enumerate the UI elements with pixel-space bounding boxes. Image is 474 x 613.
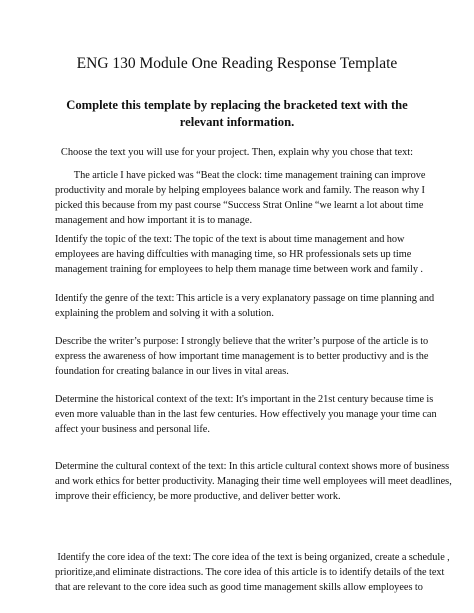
paragraph-line: Describe the writer’s purpose: I strongly believe that the writer’s purpose of the article is to [55,336,429,347]
paragraph-line: management and how important it is to manage. [55,215,253,226]
instructions-subtitle: Complete this template by replacing the bracketed text with the relevant information. [66,98,408,129]
paragraph-line: The article I have picked was “Beat the clock: time management training can improve [55,170,426,181]
paragraph-line: even more valuable than in the last few centuries. How effectively you manage your time can [55,409,437,420]
paragraph-purpose [55,334,429,379]
paragraph-line: productivity and morale by helping employees balance work and family. The reason why I [55,185,425,196]
paragraph-line: Determine the historical context of the text: It's important in the 21st century because time is [55,394,434,405]
paragraph-line: picked this because from my past course “Success Strat Online “we learnt a lot about time [55,200,424,211]
intro-prompt: Choose the text you will use for your project. Then, explain why you chose that text: [60,147,414,158]
paragraph-line: explaining the problem and solving it with a solution. [55,308,274,319]
paragraph-line: employees are having diffculties with managing time, so HR professionals sets up time [55,249,412,260]
paragraph-line: that are relevant to the core idea such as good time management skills allow employees to [55,582,423,593]
paragraph-line: Determine the cultural context of the text: In this article cultural context shows more of business [55,461,450,472]
paragraph-line: Identify the topic of the text: The topic of the text is about time management and how [55,234,405,245]
paragraph-line: foundation for creating balance in our lives in vital areas. [55,366,289,377]
paragraph-topic [55,232,423,277]
paragraph-line: management training for employees to help them manage time between work and family . [55,264,423,275]
paragraph-line: express the awareness of how important time management is to better productivy and is the [55,351,429,362]
paragraph-line: Identify the genre of the text: This article is a very explanatory passage on time planning and [55,293,435,304]
paragraph-line: improve their efficiency, be more productive, and deliver better work. [55,491,341,502]
paragraph-line: and work ethics for better productivity. Managing their time well employees will meet deadlines, [55,476,452,487]
paragraph-genre [55,291,435,321]
paragraph-line: affect your business and personal life. [55,424,210,435]
paragraph-line: prioritize,and eliminate distractions. The core idea of this article is to identify details of the text [55,567,445,578]
paragraph-line: Identify the core idea of the text: The core idea of the text is being organized, create a schedule , [55,552,450,563]
page-title: ENG 130 Module One Reading Response Template [76,55,398,72]
paragraph-cultural [55,459,452,504]
paragraph-answer [55,168,426,228]
paragraph-historical [55,392,437,437]
paragraph-core-idea [55,550,450,595]
